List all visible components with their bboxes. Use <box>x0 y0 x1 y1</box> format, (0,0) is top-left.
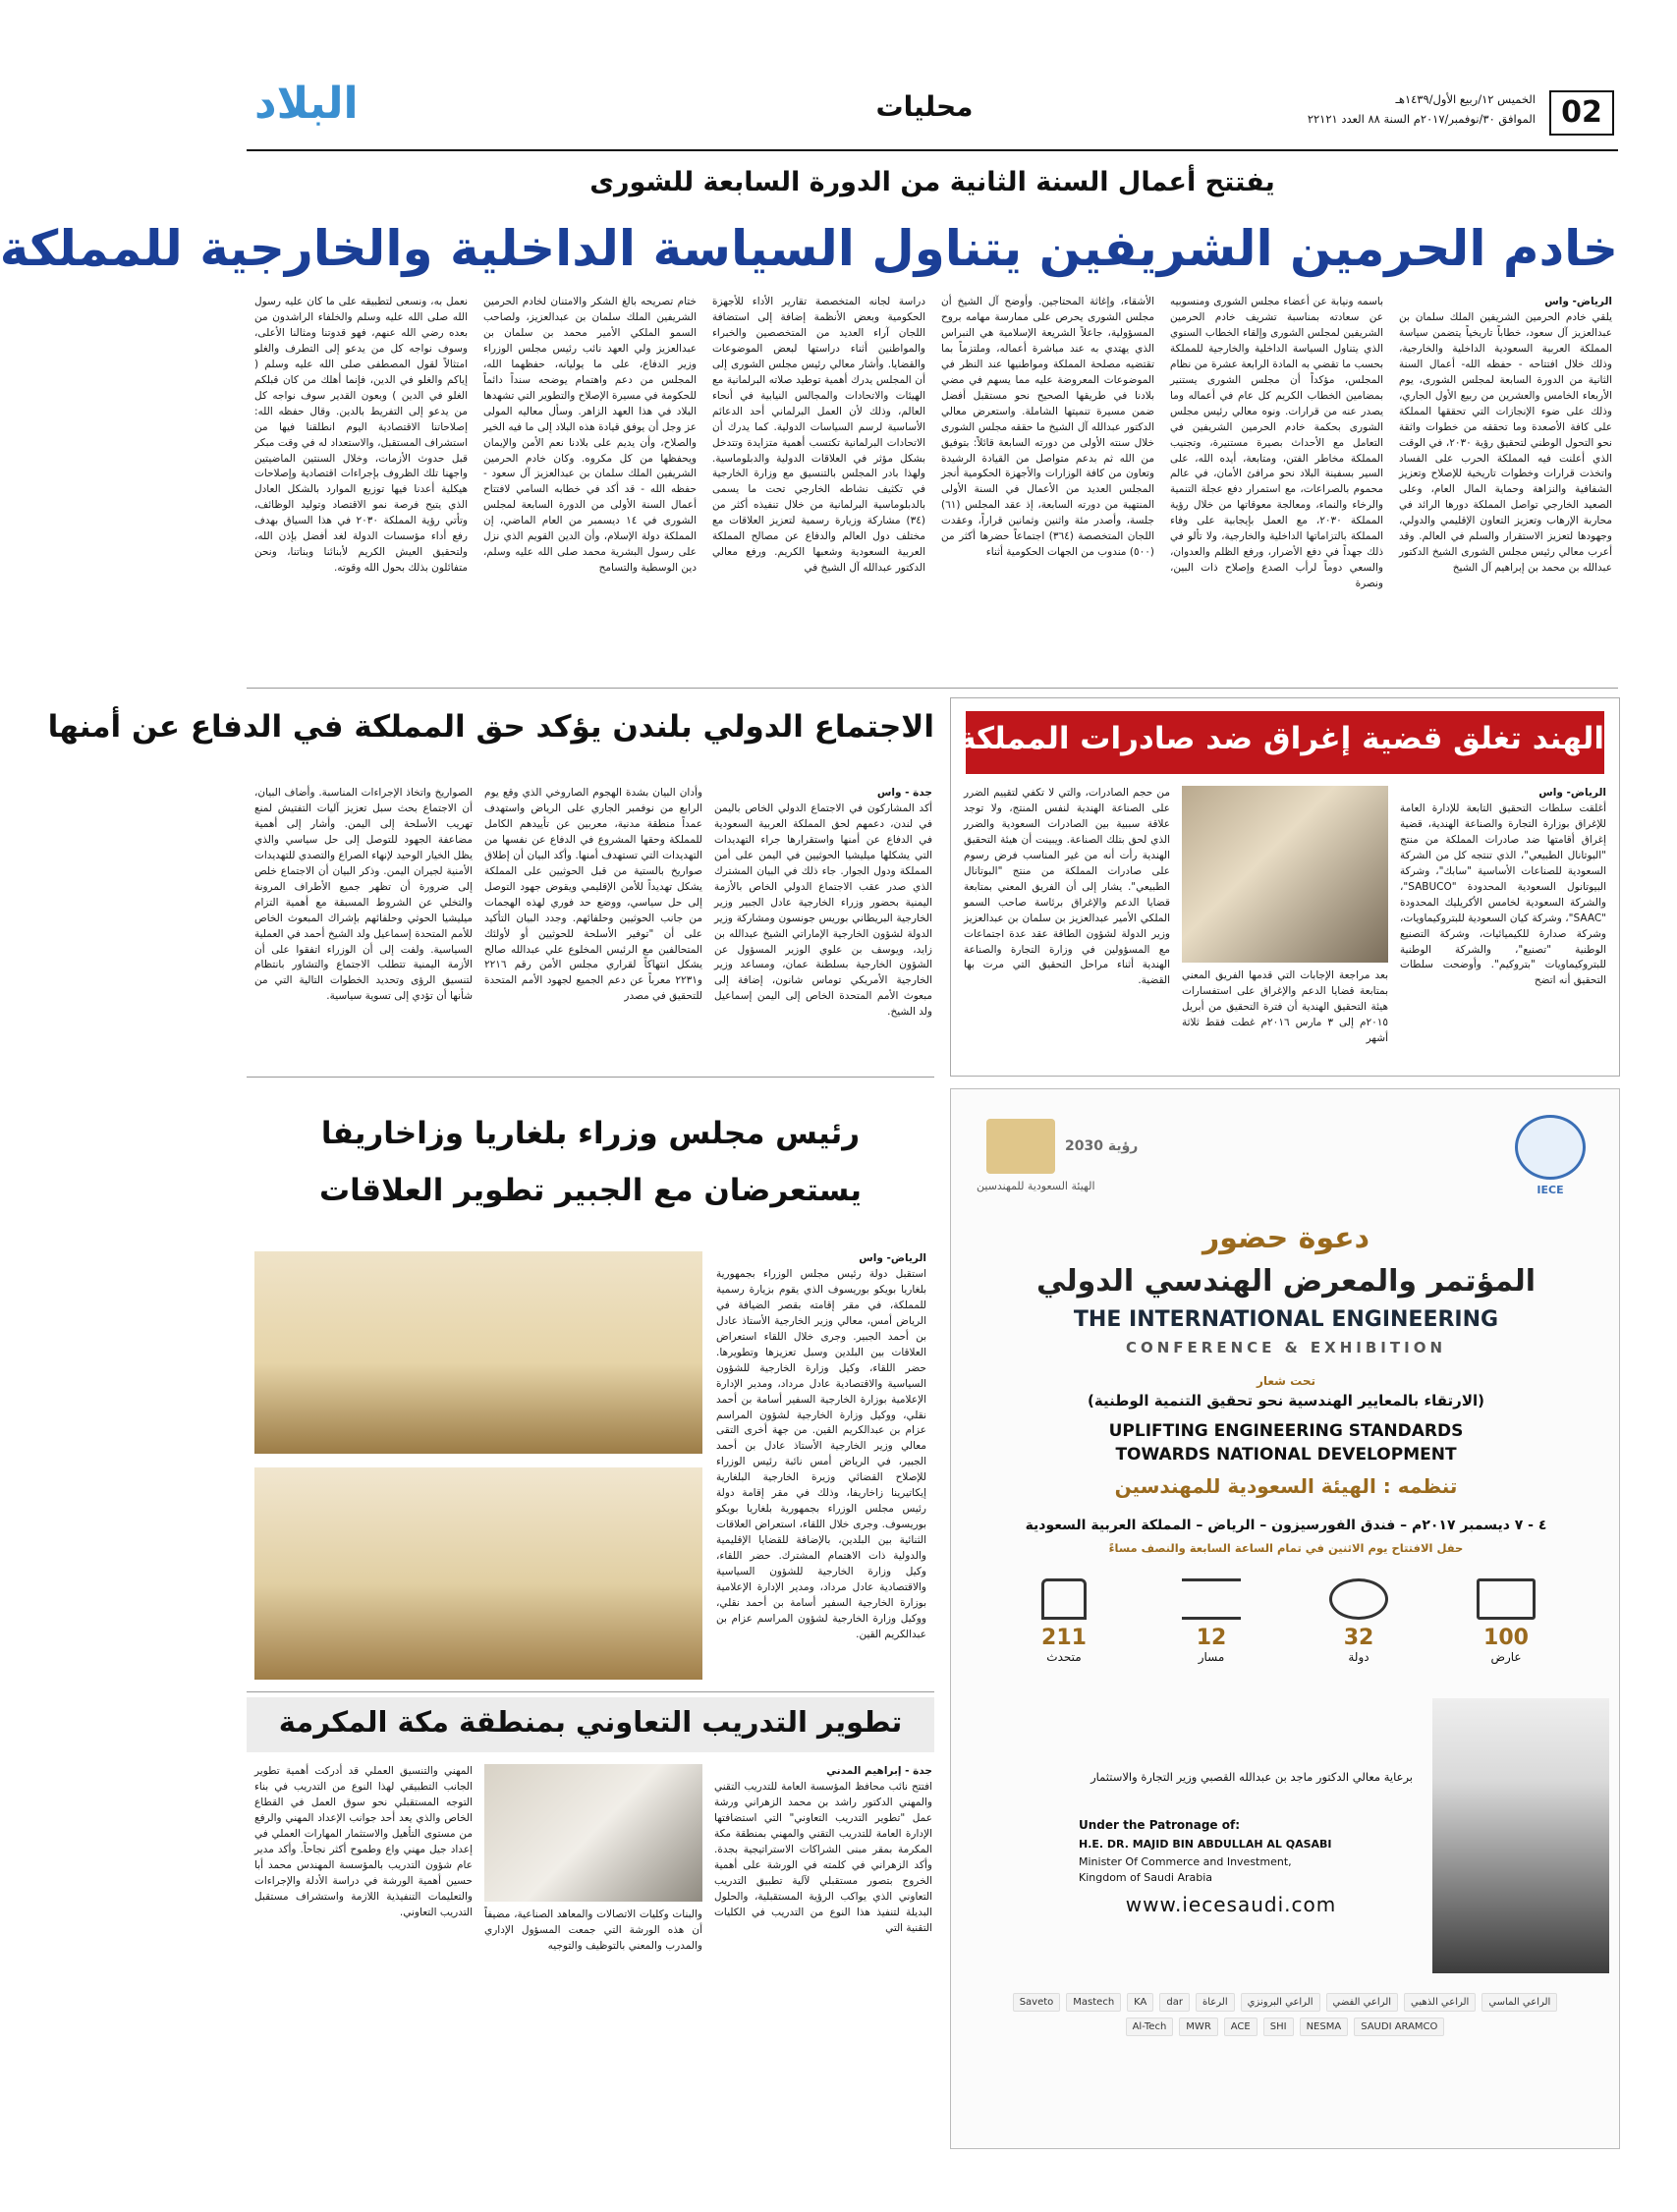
section-title: محليات <box>875 90 974 123</box>
ad-stats <box>990 1578 1580 1687</box>
training-column: المهني والتنسيق العملي قد أدركت أهمية تطوير الجانب التطبيقي لهذا النوع من التدريب في بناء التوجه المستقبلي نحو سوق العمل في القطاع الخاص والذي يعد أحد جوانب الإعداد المهني والرفع من مستوى التأهيل والاستثمار المهارات العملي في إعداد جيل مهني واع وطموح أكثر نجاحاً. وأكد مدير عام شؤون التدريب بالمؤسسة المهندس محمد أبا حسين أهمية الورشة في دراسة الأدلة والإجراءات والتعليمات التنفيذية اللازمة واستشراف مستقبل التدريب التعاوني. <box>254 1765 473 1918</box>
ad-subtitle-en: CONFERENCE & EXHIBITION <box>1125 1339 1447 1356</box>
main-column: باسمه ونيابة عن أعضاء مجلس الشورى ومنسوبيه عن سعادته بمناسبة تشريف خادم الحرمين الشريفين لمجلس الشورى وإلقاء الخطاب السنوي الذي يتناول السياسة الداخلية والخارجية للمملكة بحسب ما تقضي به المادة الرابعة عشرة من نظام المجلس، مؤكداً أن مجلس الشورى يستنير بمضامين الخطاب الكريم كل عام في أعماله وما يصدر عنه من قرارات. ونوه معالي رئيس مجلس الشورى بحكمة خادم الحرمين الشريفين في التعامل مع الأحداث بصيرة مستنيرة، وتجنيب المملكة مخاطر الفتن، ومتابعة، أيده الله، على السير بسفينة البلاد نحو مرافئ الأمان، في عالم محموم بالصراعات، مع استمرار دفع عجلة التنمية والرخاء والنماء، ومعالجة معوقاتها من خلال رؤية المملكة ٢٠٣٠، مع العمل بإيجابية على وفاء المملكة بالتزاماتها الداخلية والخارجية، ولا تألو في ذلك جهداً في دفع الأضرار، ورفع الظلم والعدوان، والسعي دوماً لرأب الصدع وإصلاح ذات البين، ونصرة <box>1170 296 1383 590</box>
sponsor-logo: Al-Tech <box>1126 2018 1174 2036</box>
ad-theme-en-2: TOWARDS NATIONAL DEVELOPMENT <box>1115 1445 1457 1465</box>
london-headline: الاجتماع الدولي بلندن يؤكد حق المملكة في الدفاع عن أمنها <box>47 709 934 745</box>
london-column: جدة - واس أكد المشاركون في الاجتماع الدولي الخاص باليمن في لندن، دعمهم لحق المملكة العربية السعودية في الدفاع عن أمنها واستقرارها جراء التهديدات التي يشكلها ميليشيا الحوثيين في اليمن على أمن المملكة ودول الجوار. جاء ذلك في البيان المشترك الذي صدر عقب الاجتماع الدولي الخاص بالأزمة اليمنية بحضور وزراء الخارجية عادل الجبير وزير الخارجية البريطاني بوريس جونسون ومشاركة وزير الدولة لشؤون الخارجية الإماراتي الشيخ عبدالله بن زايد، ويوسف بن علوي الوزير المسؤول عن الشؤون الخارجية بسلطنة عمان، ومساعد وزير الخارجية الأمريكي توماس شانون، إضافة إلى مبعوث الأمم المتحدة الخاص إلى اليمن إسماعيل ولد الشيخ. <box>714 787 932 1019</box>
sponsor-logo: الراعي البرونزي <box>1241 1993 1320 2012</box>
training-column: جدة - إبراهيم المدني افتتح نائب محافظ المؤسسة العامة للتدريب التقني والمهني الدكتور راشد بن محمد الزهراني ورشة عمل "تطوير التدريب التعاوني" التي استضافتها الإدارة العامة للتدريب التقني والمهني بمنطقة مكة المكرمة بمقر مبنى الشراكات الاستراتيجية بجدة. وأكد الزهراني في كلمته في الورشة على أهمية الخروج بتصور مستقبلي لآلية تطبيق التدريب التعاوني الذي يواكب الرؤية المستقبلية، والحلول البديلة لتنفيذ هذا النوع من التدريب في الكليات التقنية التي <box>714 1765 932 1934</box>
ad-patron-en-3: Minister Of Commerce and Investment, <box>1079 1855 1292 1868</box>
divider <box>247 688 1618 689</box>
ad-stat-label: عارض <box>1490 1650 1522 1664</box>
london-dateline: جدة - واس <box>876 787 932 799</box>
ad-theme-label: تحت شعار <box>1256 1374 1316 1388</box>
india-dateline: الرياض- واس <box>1538 787 1606 799</box>
sponsor-logo: الراعي الذهبي <box>1404 1993 1476 2012</box>
ad-vision-2030: رؤية 2030 <box>1065 1138 1139 1154</box>
india-column: من حجم الصادرات، والتي لا تكفي لتقييم الضرر على الصناعة الهندية لنفس المنتج، ولا توجد علاقة سببية بين الصادرات السعودية والضرر الذي لحق بتلك الصناعة. ويبينت أن هيئة التحقيق الهندية رأت أنه من غير المناسب فرض رسوم على صادرات المملكة من منتج "البوتانال الطبيعي". يشار إلى أن الفريق المعني بمتابعة قضايا الدعم والإغراق برئاسة صاحب السمو الملكي الأمير عبدالعزيز بن سلمان بن عبدالعزيز وزير الدولة لشؤون الطاقة عقد عدة اجتماعات مع المسؤولين في وزارة التجارة والصناعة الهندية أثناء مراحل التحقيق التي مرت بها القضية. <box>964 787 1170 987</box>
main-column: نعمل به، ونسعى لتطبيقه على ما كان عليه رسول الله صلى الله عليه وسلم والخلفاء الراشدون من بعده رضي الله عنهم، فهو قدوتنا ومثالنا الأعلى، وسوف نواجه كل من يدعو إلى التطرف والغلو امتثالاً لقول المصطفى صلى الله عليه وسلم ( إياكم والغلو في الدين، فإنما أهلك من كان قبلكم الغلو في الدين ) وبعون القدير سوف نواجه كل من يدعو إلى التفريط بالدين. وقال حفظه الله: إصلاحاتنا الاقتصادية اليوم انطلقنا فيها من استشراف المستقبل، والاستعداد له في وقت مبكر قبل حدوث الأزمات، وخلال السنتين الماضيتين واجهنا تلك الظروف بإجراءات اقتصادية وإصلاحات هيكلية أعدنا فيها توزيع الموارد بالشكل العادل الذي يتيح فرصة نمو الاقتصاد وتوليد الوظائف، وتأتي رؤية المملكة ٢٠٣٠ في هذا السياق بهدف رفع أداء مؤسسات الدولة لغد أفضل بإذن الله، ولتحقيق العيش الكريم لأبنائنا وبناتنا، ونحن متفائلون بذلك بحول الله وقوته. <box>254 296 469 575</box>
bulgaria-photo-bottom <box>254 1467 702 1680</box>
ad-sce-label: الهيئة السعودية للمهندسين <box>977 1180 1095 1192</box>
divider <box>247 1691 934 1692</box>
ad-stat-value: 12 <box>1196 1626 1227 1650</box>
ad-title-en: THE INTERNATIONAL ENGINEERING <box>1073 1307 1499 1332</box>
date-hijri: الخميس ١٢/ربيع الأول/١٤٣٩هـ <box>1395 92 1536 106</box>
ad-organizer: تنظمه : الهيئة السعودية للمهندسين <box>1114 1474 1458 1498</box>
ad-stat <box>1157 1578 1265 1687</box>
ad-stat-label: دولة <box>1348 1650 1370 1664</box>
page-number: 02 <box>1549 90 1614 136</box>
sponsor-logo: dar <box>1159 1993 1190 2012</box>
globe-icon <box>1329 1578 1388 1620</box>
sponsor-logo: Saveto <box>1013 1993 1061 2012</box>
ad-patron-en-2: H.E. DR. MAJID BIN ABDULLAH AL QASABI <box>1079 1838 1332 1851</box>
sponsor-logo: الراعي الماسي <box>1481 1993 1557 2012</box>
ad-org-logo <box>986 1119 1055 1174</box>
ad-iece-label: IECE <box>1537 1184 1564 1196</box>
main-column: الرياض- واس يلقي خادم الحرمين الشريفين الملك سلمان بن عبدالعزيز آل سعود، خطاباً تاريخياً يتضمن سياسة المملكة العربية السعودية الداخلية والخارجية، وذلك خلال افتتاحه - حفظه الله- أعمال السنة الثانية من الدورة السابعة لمجلس الشورى، يوم الأربعاء الخامس والعشرين من ربيع الأول الجاري، وذلك على ضوء الإنجازات التي تحققها المملكة على كافة الأصعدة وما تحققه من خطوات واثقة نحو التحول الوطني لتحقيق رؤية ٢٠٣٠، في الوقت الذي أعلنت فيه المملكة الحرب على الفساد واتخذت قرارات وخطوات تاريخية للإصلاح وتعزيز الشفافية والنزاهة وحماية المال العام، وعلى الصعيد الخارجي تواصل المملكة دورها الرائد في محاربة الإرهاب وتعزيز التعاون الإقليمي والدولي، وجهودها لتعزيز الاستقرار والسلم في العالم. وقد أعرب معالي رئيس مجلس الشورى الشيخ الدكتور عبدالله بن محمد بن إبراهيم آل الشيخ <box>1399 296 1612 575</box>
training-column: والبنات وكليات الاتصالات والمعاهد الصناعية، مضيفاً أن هذه الورشة التي جمعت المسؤول الإداري والمدرب والمعني بالتوظيف والتوجيه <box>484 1908 702 1952</box>
ad-stat-value: 100 <box>1483 1626 1529 1650</box>
minister-photo <box>1182 786 1388 963</box>
bulgaria-photo-top <box>254 1251 702 1454</box>
main-dateline: الرياض- واس <box>1544 296 1612 307</box>
india-photo-column <box>1182 786 1388 1071</box>
workshop-photo <box>484 1764 702 1902</box>
patron-photo <box>1432 1698 1609 1973</box>
ad-stat <box>1452 1578 1560 1687</box>
london-story-body <box>254 786 932 1065</box>
ad-top-left-logo <box>1515 1115 1586 1180</box>
bulgaria-dateline: الرياض- واس <box>859 1252 926 1264</box>
date-gregorian: الموافق ٣٠/نوفمبر/٢٠١٧م السنة ٨٨ العدد ٢٢١٢١ <box>1307 112 1536 126</box>
ad-title-ar: المؤتمر والمعرض الهندسي الدولي <box>1035 1264 1537 1299</box>
main-column: دراسة لجانه المتخصصة تقارير الأداء للأجهزة الحكومية وبعض الأنظمة إضافة إلى استضافة اللجان آراء العديد من المتخصصين والخبراء والمواطنين أثناء دراستها لبعض الموضوعات والقضايا. وأشار معالي رئيس مجلس الشورى إلى أن المجلس يدرك أهمية توطيد صلاته البرلمانية مع الهيئات والاتحادات والمجالس النيابية في أنحاء العالم، وذلك لأن العمل البرلماني أحد الدعائم الأساسية لرسم السياسات الدولية. كما يدرك أن الاتحادات البرلمانية تكتسب أهمية متزايدة وتتدخل بشكل مؤثر في العلاقات الدولية والدبلوماسية. ولهذا بادر المجلس بالتنسيق مع وزارة الخارجية في تكثيف نشاطه الخارجي تحت ما يسمى بالدبلوماسية البرلمانية من خلال تنفيذه أكثر من (٣٤) مشاركة وزيارة رسمية لتعزيز العلاقات مع مختلف دول العالم والدفاع عن مصالح المملكة العربية السعودية وشعبها الكريم. ورفع معالي الدكتور عبدالله آل الشيخ في <box>712 296 925 575</box>
speaker-icon <box>1041 1578 1087 1620</box>
divider <box>247 1077 934 1078</box>
ad-patron-en-4: Kingdom of Saudi Arabia <box>1079 1871 1213 1884</box>
training-story-body <box>254 1764 932 2147</box>
sponsor-logo: SAUDI ARAMCO <box>1354 2018 1444 2036</box>
masthead <box>247 79 1618 143</box>
bulgaria-body: الرياض- واس استقبل دولة رئيس مجلس الوزراء بجمهورية بلغاريا بويكو بوريسوف الذي يقوم بزيارة رسمية للمملكة، في مقر إقامته بقصر الضيافة في الرياض أمس، معالي وزير الخارجية الأستاذ عادل بن أحمد الجبير. وجرى خلال اللقاء استعراض العلاقات بين البلدين وسبل تعزيزها وتطويرها. حضر اللقاء، وكيل وزارة الخارجية للشؤون السياسية والاقتصادية عادل مرداد، ومدير الإدارة الإعلامية بوزارة الخارجية السفير أسامة بن أحمد نقلي، ووكيل وزارة الخارجية لشؤون المراسم عزام بن عبدالكريم القين. من جهة أخرى التقى معالي وزير الخارجية الأستاذ عادل بن أحمد الجبير، في الرياض أمس نائبة رئيس الوزراء للإصلاح القضائي وزيرة الخارجية البلغارية إيكاتيرينا زاخاريفا، وذلك في مقر إقامة دولة رئيس مجلس الوزراء بجمهورية بلغاريا بويكو بوريسوف. وجرى خلال اللقاء، استعراض العلاقات الثنائية بين البلدين، بالإضافة للقضايا الإقليمية والدولية ذات الاهتمام المشترك. حضر اللقاء، وكيل وزارة الخارجية للشؤون السياسية والاقتصادية عادل مرداد، ومدير الإدارة الإعلامية بوزارة الخارجية السفير أسامة بن أحمد نقلي، ووكيل وزارة الخارجية لشؤون المراسم عزام بن عبدالكريم القين. <box>716 1252 926 1640</box>
main-story-body <box>254 295 1612 674</box>
sponsor-logo: SHI <box>1263 2018 1294 2036</box>
india-column: الرياض- واس أغلقت سلطات التحقيق التابعة للإدارة العامة للإغراق بوزارة التجارة والصناعة الهندية، قضية إغراق أقامتها ضد صادرات المملكة من منتج "البوتانال الطبيعي"، الذي تنتجه كل من الشركة السعودية للصناعات الأساسية "سابك"، وشركة البيوتانول السعودية المحدودة "SABUCO"، والشركة السعودية لخامس الأكريليك المحدودة "SAAC"، وشركة كيان السعودية للبتروكيماويات، وشركة صدارة للكيميائيات، وشركة التصنيع الوطنية "تصنيع"، والشركة الوطنية للبتروكيماويات "بتروكيم". وأوضحت سلطات التحقيق أنه اتضح <box>1400 787 1606 987</box>
sponsor-logo: NESMA <box>1300 2018 1349 2036</box>
ad-stat <box>1305 1578 1413 1687</box>
ad-stat-label: متحدث <box>1046 1650 1082 1664</box>
training-dateline: جدة - إبراهيم المدني <box>826 1765 932 1777</box>
sponsor-logo: الرعاة <box>1196 1993 1235 2012</box>
ad-website[interactable]: www.iecesaudi.com <box>1125 1893 1337 1916</box>
london-column: الصواريخ واتخاذ الإجراءات المناسبة. وأضاف البيان، أن الاجتماع بحث سبل تعزيز آليات التفتيش لمنع تهريب الأسلحة إلى اليمن. وأشار إلى أهمية مضاعفة الجهود للتوصل إلى حل سياسي والذي يظل الخيار الوحيد لإنهاء الصراع والتصدي للتهديدات الأمنية لجيران اليمن. وذكر البيان أن الاجتماع خلص إلى ضرورة أن تظهر جميع الأطراف المرونة والتخلي عن الشروط المسبقة مع أهمية التزام ميليشيا الحوثي وحلفائهم بإشراك المبعوث الخاص للأمم المتحدة إسماعيل ولد الشيخ أحمد في العملية السياسية. ولفت إلى أن الوزراء اتفقوا على أن الأزمة اليمنية تتطلب الاجتماع والتشاور بانتظام لتنسيق الرؤى وتحديد الخطوات التالية التي من شأنها أن تؤدي إلى تسوية سياسية. <box>254 787 473 1003</box>
conference-ad <box>950 1088 1620 2149</box>
ad-patron-en-1: Under the Patronage of: <box>1079 1818 1240 1832</box>
tracks-icon <box>1182 1578 1241 1620</box>
main-column: الأشقاء، وإغاثة المحتاجين. وأوضح آل الشيخ أن مجلس الشورى يحرص على ممارسة مهامه بروح المسؤولية، جاعلاً الشريعة الإسلامية هي النبراس الذي يهتدي به عند مباشرة أعماله، وملتزماً بما تقتضيه مصلحة المملكة ومواطنيها عند النظر في الموضوعات المعروضة عليه مما يسهم في مضي بلادنا في طريقها الصحيح نحو مستقبل أفضل ضمن مسيرة تنميتها الشاملة. واستعرض معالي الدكتور عبدالله آل الشيخ ما حققه مجلس الشورى خلال سنته الأولى من دورته السابعة قائلاً: بتوفيق من الله ثم بدعم متواصل من القيادة الرشيدة وتعاون من كافة الوزارات والأجهزة الحكومية أنجز المجلس العديد من الأعمال في السنة الأولى المنتهية من دورته السابعة، إذ عقد المجلس (٦١) جلسة، وأصدر مئة واثنين وثمانين قراراً، وعقدت اللجان المتخصصة (٣٦٤) اجتماعاً حضرها أكثر من (٥٠٠) مندوب من الجهات الحكومية أثناء <box>941 296 1154 559</box>
main-column: ختام تصريحه بالغ الشكر والامتنان لخادم الحرمين الشريفين الملك سلمان بن عبدالعزيز، ولصاحب السمو الملكي الأمير محمد بن سلمان بن عبدالعزيز ولي العهد نائب رئيس مجلس الوزراء وزير الدفاع، على ما يوليانه، حفظهما الله، المجلس من دعم واهتمام يوضحه سنداً دائماً للحكومة في مسيرة الإصلاح والتطوير التي تشهدها البلاد في هذا العهد الزاهر. وسأل معاليه المولى عز وجل أن يوفق قيادة هذه البلاد إلى ما فيه الخير والصلاح، وأن يديم على بلادنا نعم الأمن والإيمان ويحفظها من كل مكروه. وكان خادم الحرمين الشريفين الملك سلمان بن عبدالعزيز آل سعود - حفظه الله - قد أكد في خطابه السامي لافتتاح أعمال السنة الأولى من الدورة السابعة لمجلس الشورى في ١٤ ديسمبر من العام الماضي، إن المملكة دولة الإسلام، وأن الدين القويم الذي نزل على رسول البشرية محمد صلى الله عليه وسلم، دين الوسطية والتسامح <box>483 296 697 575</box>
ad-stat <box>1010 1578 1118 1687</box>
ad-theme-en-1: UPLIFTING ENGINEERING STANDARDS <box>1108 1421 1464 1441</box>
london-column: وأدان البيان بشدة الهجوم الصاروخي الذي وقع يوم الرابع من نوفمبر الجاري على الرياض واستهدف عمداً منطقة مدنية، معربين عن تأييدهم الكامل للمملكة وحقها المشروع في الدفاع عن نفسها من التهديدات التي تستهدف أمنها. وأكد البيان أن إطلاق صواريخ بالستية من قبل الحوثيين على المملكة يشكل تهديداً للأمن الإقليمي ويقوض جهود التوصل إلى حل سياسي، ووضع حد فوري لهذه الهجمات من جانب الحوثيين وحلفائهم. وجدد البيان التأكيد على أن "توفير الأسلحة للحوثيين أو لأولئك المتحالفين مع الرئيس المخلوع علي عبدالله صالح يشكل انتهاكاً لقراري مجلس الأمن رقم ٢٢١٦ و٢٢٣١ معرباً عن دعم الجميع لجهود الأمم المتحدة للتحقيق في مصدر <box>484 787 702 1003</box>
ad-opening: حفل الافتتاح يوم الاثنين في تمام الساعة السابعة والنصف مساءً <box>1108 1541 1464 1555</box>
ad-patron-ar: برعاية معالي الدكتور ماجد بن عبدالله القصبي وزير التجارة والاستثمار <box>1090 1770 1413 1784</box>
india-headline: الهند تغلق قضية إغراق ضد صادرات المملكة <box>958 721 1604 756</box>
bulgaria-headline-1: رئيس مجلس وزراء بلغاريا وزاخاريفا <box>320 1116 861 1151</box>
exhibitor-icon <box>1477 1578 1536 1620</box>
sponsor-logo: KA <box>1127 1993 1153 2012</box>
ad-stat-label: مسار <box>1198 1650 1225 1664</box>
training-headline: تطوير التدريب التعاوني بمنطقة مكة المكرمة <box>278 1705 903 1739</box>
training-photo-column <box>484 1764 702 2147</box>
bulgaria-headline-2: يستعرضان مع الجبير تطوير العلاقات <box>318 1173 862 1208</box>
ad-stat-value: 211 <box>1041 1626 1087 1650</box>
main-kicker: يفتتح أعمال السنة الثانية من الدورة السابعة للشورى <box>589 167 1275 197</box>
sponsor-logo: ACE <box>1224 2018 1258 2036</box>
ad-theme-ar: (الارتقاء بالمعايير الهندسية نحو تحقيق التنمية الوطنية) <box>1088 1392 1484 1410</box>
main-headline: خادم الحرمين الشريفين يتناول السياسة الداخلية والخارجية للمملكة <box>0 220 1618 277</box>
sponsor-logo: MWR <box>1179 2018 1217 2036</box>
newspaper-logo: البلاد <box>254 79 359 129</box>
india-photo-caption: بعد مراجعة الإجابات التي قدمها الفريق المعني بمتابعة قضايا الدعم والإغراق على استفسارات هيئة التحقيق الهندية أن فترة التحقيق من أبريل ٢٠١٥م إلى ٣ مارس ٢٠١٦م غطت فقط ثلاثة أشهر <box>1182 969 1389 1044</box>
masthead-rule <box>247 149 1618 151</box>
ad-sponsors <box>990 1993 1580 2036</box>
ad-stat-value: 32 <box>1343 1626 1374 1650</box>
ad-invitation: دعوة حضور <box>1202 1221 1370 1255</box>
sponsor-logo: Mastech <box>1066 1993 1121 2012</box>
india-story-body <box>964 786 1606 1071</box>
sponsor-logo: الراعي الفضي <box>1326 1993 1399 2012</box>
ad-dates: ٤ - ٧ ديسمبر ٢٠١٧م – فندق الفورسيزون – الرياض – المملكة العربية السعودية <box>1025 1518 1547 1533</box>
